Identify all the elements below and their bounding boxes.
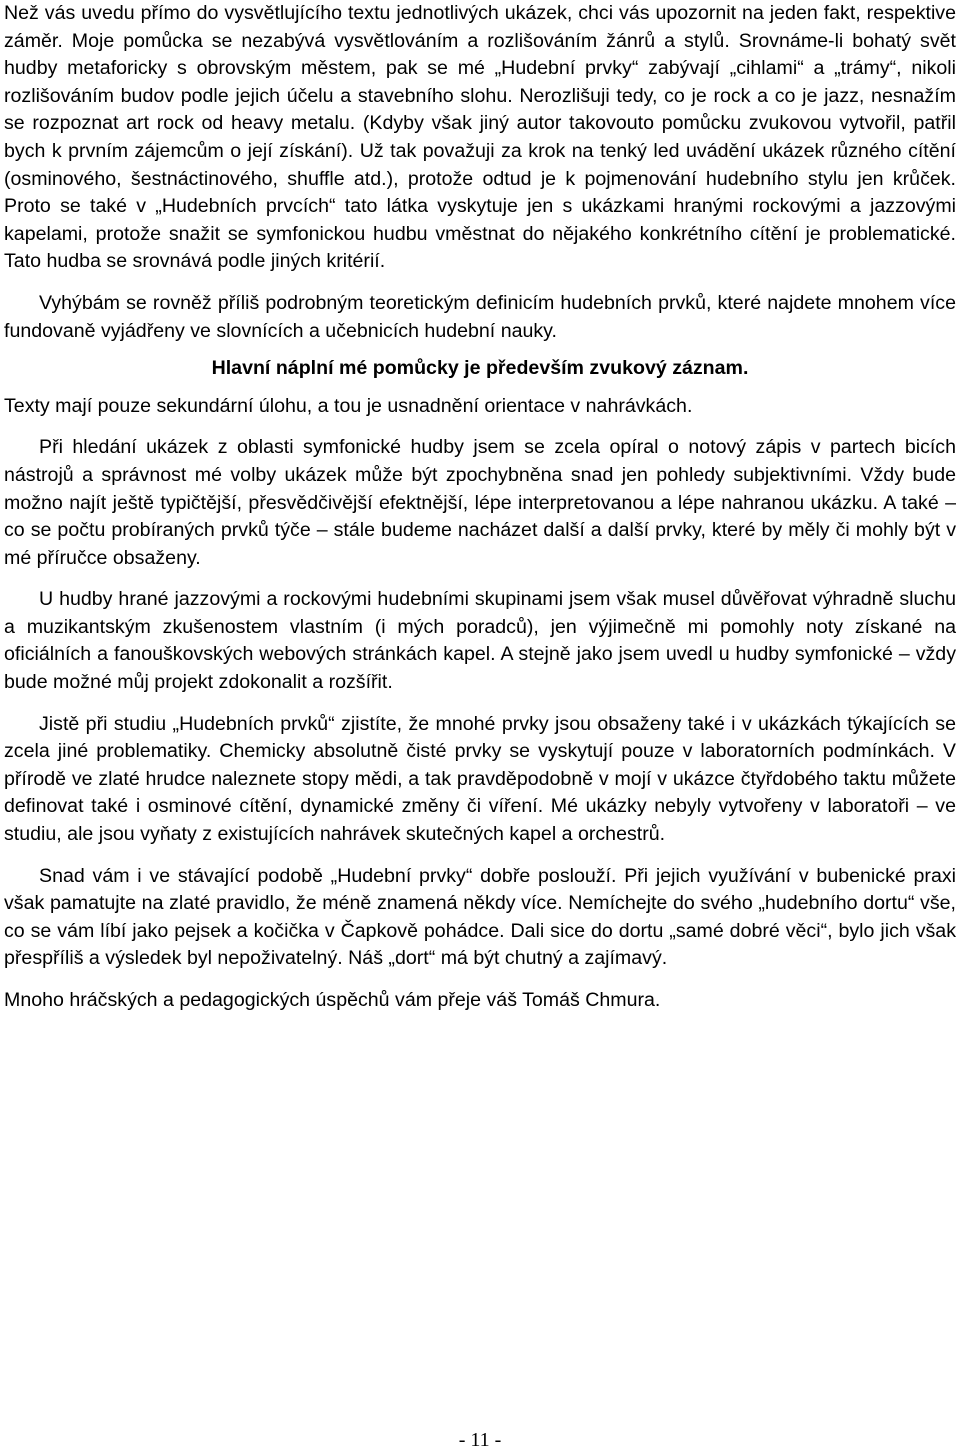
paragraph-elements: Jistě při studiu „Hudebních prvků“ zjistíte, že mnohé prvky jsou obsaženy také i v ukázkách týkajících se zcela jiné problematiky. Chemicky absolutně čisté prvky se vyskytují pouze v laboratorních podmínkách. V přírodě ve zlaté hrudce naleznete stopy mědi, a tak pravděpodobně v mojí v ukázce čtyřdobého taktu můžete definovat také i osminové cítění, dynamické změny či víření. Mé ukázky nebyly vytvořeny v laboratoři – ve studiu, ale jsou vyňaty z existujících nahrávek skutečných kapel a orchestrů. bbox=[4, 712, 956, 846]
paragraph-symphonic: Při hledání ukázek z oblasti symfonické hudby jsem se zcela opíral o notový zápis v partech bicích nástrojů a správnost mé volby ukázek může být zpochybněna snad jen pohledy subjektivními. Vždy bude možno najít ještě typičtější, přesvědčivější efektnější, lépe interpretovanou a lépe nahranou ukázku. A také – co se počtu probíraných prvků týče – stále budeme nacházet další a další prvky, které by měly či mohly být v mé příručce obsaženy. bbox=[4, 436, 956, 569]
paragraph-jazz-rock: U hudby hrané jazzovými a rockovými hudebními skupinami jsem však musel důvěřovat výhradně sluchu a muzikantským zkušenostem vlastním (i mých poradců), jen výjimečně mi pomohly noty získané na oficiálních a fanouškovských webových stránkách kapel. A stejně jako jsem uvedl u hudby symfonické – vždy bude možné můj projekt zdokonalit a rozšířit. bbox=[4, 588, 956, 694]
highlight-statement: Hlavní náplní mé pomůcky je především zvukový záznam. bbox=[211, 357, 749, 380]
paragraph-texts-role: Texty mají pouze sekundární úlohu, a tou je usnadnění orientace v nahrávkách. bbox=[4, 394, 693, 417]
paragraph-theory: Vyhýbám se rovněž příliš podrobným teoretickým definicím hudebních prvků, které najdete mnohem více fundovaně vyjádřeny ve slovnících a učebnicích hudební nauky. bbox=[4, 291, 956, 342]
document-page bbox=[4, 0, 956, 1015]
paragraph-intro: Než vás uvedu přímo do vysvětlujícího textu jednotlivých ukázek, chci vás upozornit na jeden fakt, respektive záměr. Moje pomůcka se nezabývá vysvětlováním a rozlišováním žánrů a stylů. Srovnáme-li bohatý svět hudby metaforicky s obrovským městem, pak se mé „Hudební prvky“ zabývají „cihlami“ a „trámy“, nikoli rozlišováním budov podle jejich účelu a stavebního slohu. Nerozlišuji tedy, co je rock a co je jazz, nesnažím se rozpoznat art rock od heavy metalu. (Kdyby však jiný autor takovouto pomůcku zvukovou vytvořil, patřil bych k prvním zájemcům o její získání). Už tak považuji za krok na tenký led uvádění ukázek různého cítění (osminového, šestnáctinového, shuffle atd.), protože odtud je k pojmenování hudebního stylu jen krůček. Proto se také v „Hudebních prvcích“ tato látka vyskytuje jen s ukázkami hranými rockovými a jazzovými kapelami, protože snažit se symfonickou hudbu vměstnat do nějakého konkrétního cítění je problematické. Tato hudba se srovnává podle jiných kritérií. bbox=[4, 2, 956, 273]
paragraph-advice: Snad vám i ve stávající podobě „Hudební prvky“ dobře poslouží. Při jejich využívání v bubenické praxi však pamatujte na zlaté pravidlo, že méně znamená někdy více. Nemíchejte do svého „hudebního dortu“ vše, co se vám líbí jako pejsek a kočička v Čapkově pohádce. Dali sice do dortu „samé dobré věci“, bylo jich však přespříliš a výsledek byl nepoživatelný. Náš „dort“ má být chutný a zajímavý. bbox=[4, 864, 956, 970]
page-number: - 11 - bbox=[458, 1429, 502, 1451]
paragraph-closing: Mnoho hráčských a pedagogických úspěchů vám přeje váš Tomáš Chmura. bbox=[4, 989, 661, 1011]
